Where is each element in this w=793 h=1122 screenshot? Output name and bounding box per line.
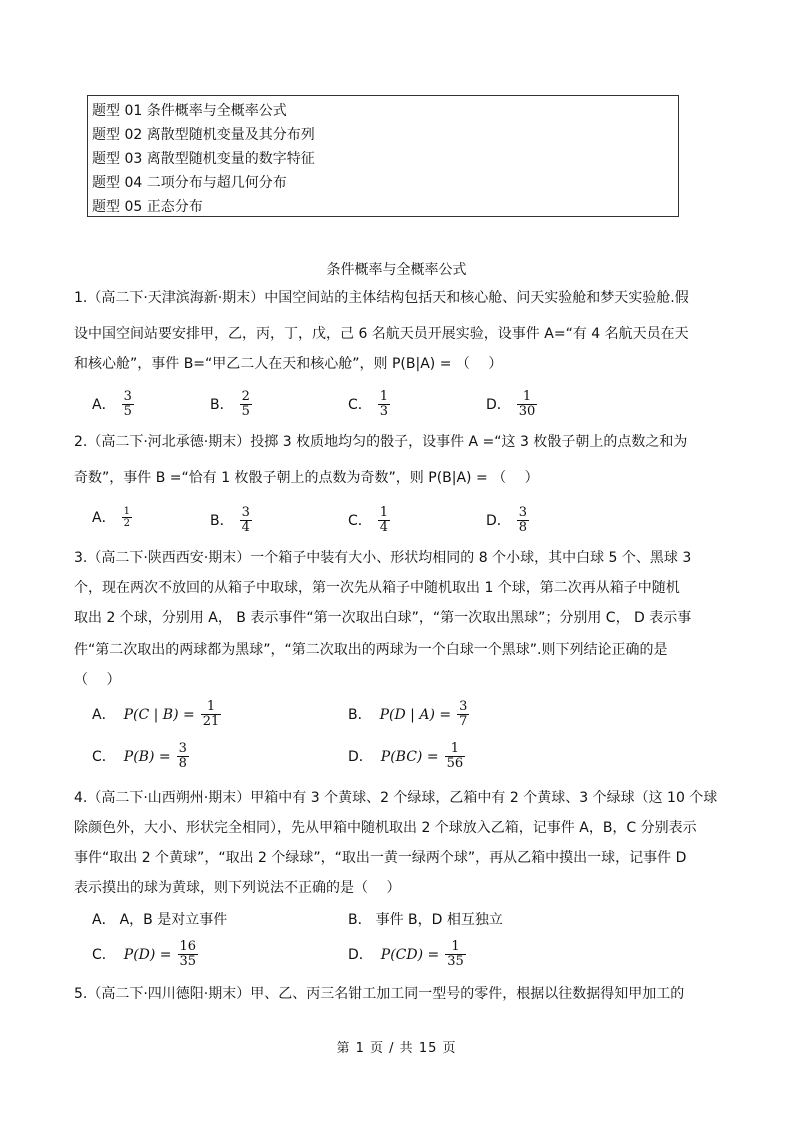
option-expression: P(B) = (123, 748, 171, 765)
option-label: B． (210, 512, 234, 529)
fraction (122, 506, 132, 529)
denominator: 30 (518, 404, 536, 419)
question-3-line: 3.（高二下·陕西西安·期末）一个箱子中装有大小、形状均相同的 8 个小球，其中白球 5 个、黑球 3 (74, 550, 692, 566)
option-label: B． (210, 396, 234, 413)
option-label: C． (348, 396, 372, 413)
question-4-option-c (92, 940, 198, 969)
question-3-option-d (348, 742, 465, 771)
question-4-line: 除颜色外，大小、形状完全相同），先从甲箱中随机取出 2 个球放入乙箱，记事件 A，B，C 分别表示 (74, 820, 697, 836)
denominator: 8 (178, 756, 187, 771)
question-4-line: 表示摸出的球为黄球，则下列说法不正确的是（ ） (74, 880, 401, 896)
question-2-line: 2.（高二下·河北承德·期末）投掷 3 枚质地均匀的骰子，设事件 A =“这 3 枚骰子朝上的点数之和为 (74, 434, 688, 450)
numerator: 3 (123, 389, 132, 404)
toc-item: 题型 04 二项分布与超几何分布 (92, 175, 287, 191)
fraction (178, 940, 199, 969)
question-4-line: 事件“取出 2 个黄球”，“取出 2 个绿球”，“取出一黄一绿两个球”，再从乙箱中摸出一球，记事件 D (74, 850, 687, 866)
toc-item: 题型 01 条件概率与全概率公式 (92, 103, 287, 119)
question-type-list (87, 95, 679, 217)
fraction (378, 506, 390, 535)
option-text: A，B 是对立事件 (119, 912, 228, 928)
fraction (240, 390, 252, 419)
fraction (517, 506, 529, 535)
fraction (445, 940, 466, 969)
numerator: 1 (451, 939, 460, 954)
fraction (445, 742, 466, 771)
question-3-line: 个，现在两次不放回的从箱子中取球，第一次先从箱子中随机取出 1 个球，第二次再从箱子中随机 (74, 580, 680, 596)
fraction (517, 390, 538, 419)
denominator: 4 (241, 520, 250, 535)
option-label: A． (92, 396, 116, 413)
question-3-option-b (348, 700, 469, 729)
denominator: 8 (518, 520, 528, 535)
fraction (457, 700, 469, 729)
numerator: 1 (123, 506, 130, 517)
question-1-line: 和核心舱”，事件 B=“甲乙二人在天和核心舱”，则 P(B|A) = （ ） (74, 356, 503, 372)
question-3-option-c (92, 742, 189, 771)
question-2-option-c (348, 506, 390, 535)
option-expression: P(D) = (123, 946, 172, 963)
numerator: 2 (241, 389, 250, 404)
option-label: C． (92, 748, 116, 765)
question-5-line: 5.（高二下·四川德阳·期末）甲、乙、丙三名钳工加工同一型号的零件，根据以往数据得知甲加工的 (74, 986, 685, 1002)
numerator: 3 (241, 505, 250, 520)
question-2-option-a (92, 506, 132, 529)
question-1-option-d (486, 390, 537, 419)
question-1-line: 1.（高二下·天津滨海新·期末）中国空间站的主体结构包括天和核心舱、问天实验舱和梦天实验舱.假 (74, 290, 689, 306)
toc-item: 题型 02 离散型随机变量及其分布列 (92, 127, 315, 143)
question-3-line: 件“第二次取出的两球都为黑球”，“第二次取出的两球为一个白球一个黑球”.则下列结论正确的是 (74, 642, 668, 658)
question-1-option-b (210, 390, 252, 419)
option-label: A． (92, 706, 116, 723)
option-expression: P(D | A) = (379, 706, 452, 723)
question-1-option-a (92, 390, 134, 419)
question-2-option-d (486, 506, 529, 535)
option-label: C． (348, 512, 372, 529)
question-4-option-b (348, 910, 503, 930)
numerator: 1 (379, 505, 389, 520)
denominator: 35 (179, 954, 197, 969)
fraction (240, 506, 252, 535)
numerator: 1 (450, 741, 459, 756)
numerator: 3 (459, 699, 468, 714)
fraction (122, 390, 134, 419)
denominator: 5 (241, 404, 250, 419)
option-text: 事件 B，D 相互独立 (375, 912, 503, 928)
denominator: 56 (446, 756, 464, 771)
denominator: 7 (459, 714, 468, 729)
option-label: C． (92, 946, 116, 963)
option-label: B． (348, 912, 372, 928)
numerator: 1 (522, 389, 532, 404)
question-4-option-a (92, 910, 227, 930)
fraction (378, 390, 390, 419)
numerator: 3 (178, 741, 187, 756)
question-4-line: 4.（高二下·山西朔州·期末）甲箱中有 3 个黄球、2 个绿球，乙箱中有 2 个黄球、3 个绿球（这 10 个球 (74, 790, 718, 806)
numerator: 3 (518, 505, 528, 520)
denominator: 4 (379, 520, 389, 535)
page-footer: 第 1 页 / 共 15 页 (336, 1041, 457, 1056)
option-label: D． (348, 748, 373, 765)
option-expression: P(C | B) = (123, 706, 195, 723)
question-2-option-b (210, 506, 252, 535)
option-label: D． (486, 512, 511, 529)
toc-item: 题型 03 离散型随机变量的数字特征 (92, 151, 315, 167)
toc-item: 题型 05 正态分布 (92, 199, 203, 215)
denominator: 3 (379, 404, 389, 419)
option-expression: P(CD) = (380, 946, 440, 963)
option-label: A． (92, 509, 116, 526)
denominator: 2 (123, 518, 130, 529)
question-3-line: 取出 2 个球，分别用 A， B 表示事件“第一次取出白球”，“第一次取出黑球”；分别用 C， D 表示事 (74, 610, 692, 626)
question-1-option-c (348, 390, 390, 419)
question-3-line: （ ） (74, 672, 121, 688)
fraction (177, 742, 189, 771)
denominator: 35 (447, 954, 464, 969)
fraction (201, 700, 222, 729)
option-expression: P(BC) = (380, 748, 439, 765)
question-2-line: 奇数”，事件 B =“恰有 1 枚骰子朝上的点数为奇数”，则 P(B|A) = （ ） (74, 470, 539, 486)
option-label: A． (92, 912, 116, 928)
option-label: D． (348, 946, 373, 963)
option-label: B． (348, 706, 372, 723)
question-3-option-a (92, 700, 221, 729)
numerator: 1 (206, 699, 216, 714)
section-title: 条件概率与全概率公式 (326, 262, 467, 278)
option-label: D． (486, 396, 511, 413)
numerator: 1 (379, 389, 389, 404)
question-1-line: 设中国空间站要安排甲，乙，丙，丁，戊，己 6 名航天员开展实验，设事件 A=“有 4 名航天员在天 (74, 326, 689, 342)
question-4-option-d (348, 940, 466, 969)
denominator: 21 (202, 714, 220, 729)
denominator: 5 (123, 404, 132, 419)
numerator: 16 (179, 939, 197, 954)
